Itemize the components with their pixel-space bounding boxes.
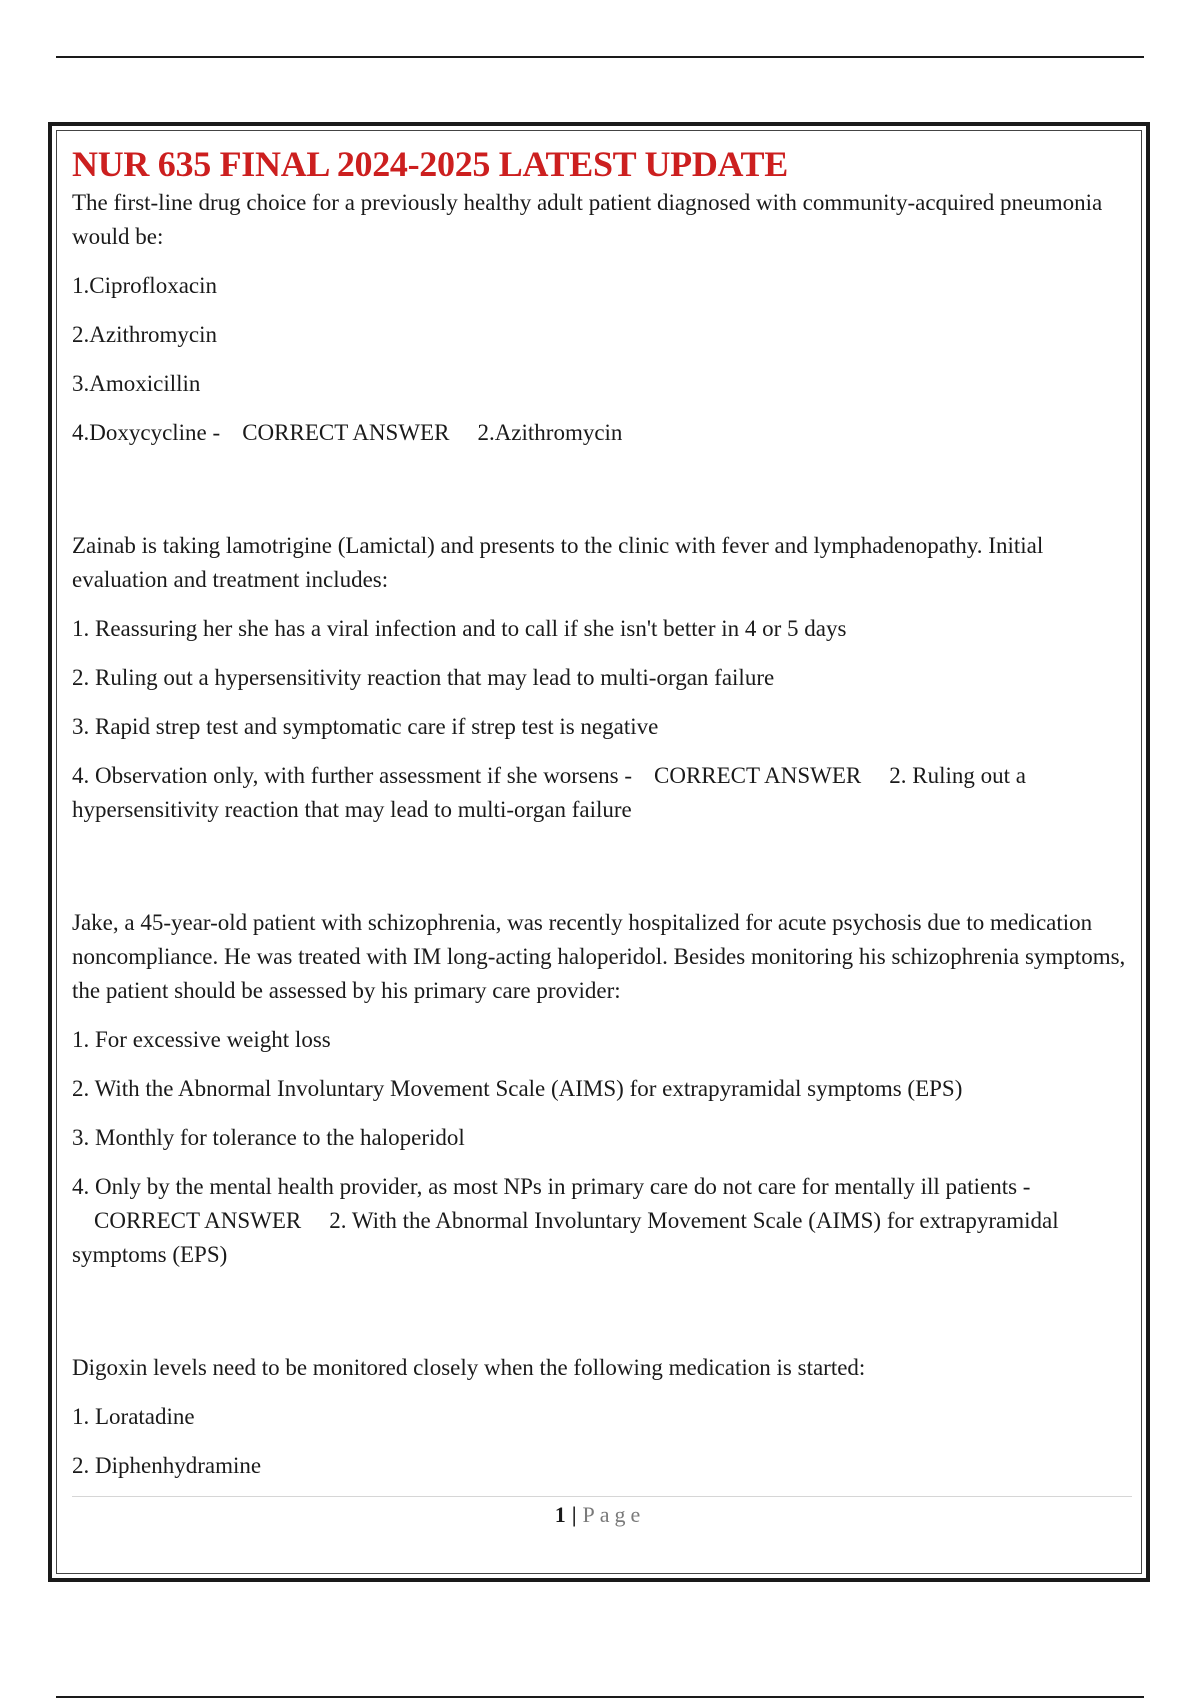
option-item: 1.Ciprofloxacin <box>72 273 217 298</box>
page-word: Page <box>582 1502 646 1527</box>
option-item: 4.Doxycycline - <box>72 420 221 445</box>
question-text: Zainab is taking lamotrigine (Lamictal) and presents to the clinic with fever and lymphadenopathy. Initial evaluation and treatment includes: <box>72 533 1044 592</box>
option-item: 1. For excessive weight loss <box>72 1027 331 1052</box>
option-item: 2.Azithromycin <box>72 322 217 347</box>
correct-answer-label: CORRECT ANSWER <box>654 763 862 788</box>
question-gap <box>72 465 1132 529</box>
question-4 <box>72 1351 1132 1483</box>
top-rule <box>56 56 1144 58</box>
correct-answer-label: CORRECT ANSWER <box>242 420 450 445</box>
option-item: 2. Diphenhydramine <box>72 1453 262 1478</box>
correct-answer-label: CORRECT ANSWER <box>94 1208 302 1233</box>
option-item: 4. Observation only, with further assessment if she worsens - <box>72 763 632 788</box>
document-content <box>72 142 1132 1498</box>
footer-divider <box>72 1496 1132 1497</box>
page-footer <box>0 1500 1200 1530</box>
question-text: Digoxin levels need to be monitored closely when the following medication is started: <box>72 1355 866 1380</box>
question-1 <box>72 186 1132 450</box>
option-item: 2. Ruling out a hypersensitivity reaction that may lead to multi-organ failure <box>72 665 775 690</box>
page-separator: | <box>571 1502 577 1527</box>
option-item: 3.Amoxicillin <box>72 371 201 396</box>
option-item: 1. Loratadine <box>72 1404 195 1429</box>
bottom-rule <box>56 1696 1144 1698</box>
option-item: 3. Rapid strep test and symptomatic care if strep test is negative <box>72 714 659 739</box>
option-item: 4. Only by the mental health provider, as most NPs in primary care do not care for mentally ill patients - <box>72 1174 1031 1199</box>
page-number: 1 <box>554 1502 566 1527</box>
question-2 <box>72 529 1132 827</box>
option-item: 3. Monthly for tolerance to the haloperidol <box>72 1125 465 1150</box>
correct-answer: 2.Azithromycin <box>477 420 623 445</box>
option-with-answer <box>72 416 1132 450</box>
correct-answer: 2. Ruling out a hypersensitivity reaction that may lead to multi-organ failure <box>72 763 1026 822</box>
document-title: NUR 635 FINAL 2024-2025 LATEST UPDATE <box>72 144 788 184</box>
question-3 <box>72 906 1132 1272</box>
option-item: 2. With the Abnormal Involuntary Movement Scale (AIMS) for extrapyramidal symptoms (EPS) <box>72 1076 963 1101</box>
question-text: The first-line drug choice for a previously healthy adult patient diagnosed with community-acquired pneumonia would be: <box>72 190 1103 249</box>
question-text: Jake, a 45-year-old patient with schizophrenia, was recently hospitalized for acute psychosis due to medication noncompliance. He was treated with IM long-acting haloperidol. Besides monitoring his schizophrenia symptoms, the patient should be assessed by his primary care provider: <box>72 910 1126 1003</box>
question-gap <box>72 842 1132 906</box>
option-with-answer <box>72 1170 1132 1272</box>
option-with-answer <box>72 759 1132 827</box>
correct-answer: 2. With the Abnormal Involuntary Movement Scale (AIMS) for extrapyramidal symptoms (EPS) <box>72 1208 1059 1267</box>
option-item: 1. Reassuring her she has a viral infection and to call if she isn't better in 4 or 5 days <box>72 616 847 641</box>
question-gap <box>72 1287 1132 1351</box>
